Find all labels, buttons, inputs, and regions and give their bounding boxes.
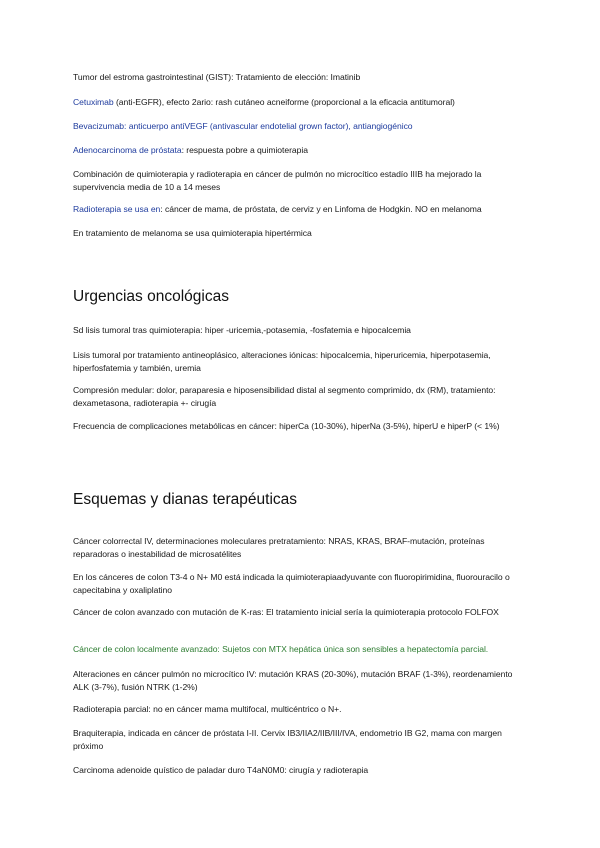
paragraph-text: (anti-EGFR), efecto 2ario: rash cutáneo acneiforme (proporcional a la eficacia antitumoral) [113,97,455,107]
highlight-term: Cetuximab [73,97,114,107]
paragraph-colon-localmente-avanzado: Cáncer de colon localmente avanzado: Sujetos con MTX hepática única son sensibles a hepatectomía parcial. [73,644,489,654]
paragraph-compresion-medular: Compresión medular: dolor, paraparesia e hiposensibilidad distal al segmento comprimido, dx (RM), tratamiento: dexametasona, radioterapia +- cirugía [73,385,496,408]
paragraph-melanoma: En tratamiento de melanoma se usa quimioterapia hipertérmica [73,228,312,238]
highlight-term: Adenocarcinoma de próstata [73,145,182,155]
paragraph-carcinoma-adenoide: Carcinoma adenoide quístico de paladar duro T4aN0M0: cirugía y radioterapia [73,765,369,775]
paragraph-adenocarcinoma [73,144,525,157]
section-title-urgencias: Urgencias oncológicas [73,288,229,305]
section-title-esquemas: Esquemas y dianas terapéuticas [73,491,298,508]
highlight-term: Radioterapia se usa en [73,204,161,214]
paragraph-colon-kras: Cáncer de colon avanzado con mutación de K-ras: El tratamiento inicial sería la quimioterapia protocolo FOLFOX [73,607,499,617]
paragraph-cetuximab [73,96,525,109]
paragraph-colon-t3-4: En los cánceres de colon T3-4 o N+ M0 está indicada la quimioterapiaadyuvante con fluoropirimidina, fluorouracilo o capecitabina y oxaliplatino [73,572,510,595]
paragraph-complicaciones-metabolicas: Frecuencia de complicaciones metabólicas en cáncer: hiperCa (10-30%), hiperNa (3-5%), hiperU e hiperP (< 1%) [73,421,500,431]
paragraph-radioterapia-parcial: Radioterapia parcial: no en cáncer mama multifocal, multicéntrico o N+. [73,704,342,714]
paragraph-gist: Tumor del estroma gastrointestinal (GIST): Tratamiento de elección: Imatinib [73,72,361,82]
paragraph-text: : cáncer de mama, de próstata, de cerviz y en Linfoma de Hodgkin. NO en melanoma [160,204,482,214]
paragraph-radioterapia [73,203,525,216]
paragraph-colorrectal-iv: Cáncer colorrectal IV, determinaciones moleculares pretratamiento: NRAS, KRAS, BRAF-mutación, proteínas reparadoras o inestabilidad de microsatélites [73,536,485,559]
paragraph-lisis-antineoplasico: Lisis tumoral por tratamiento antineoplásico, alteraciones iónicas: hipocalcemia, hiperuricemia, hiperpotasemia, hiperfosfatemia y también, uremia [73,350,491,373]
paragraph-braquiterapia: Braquiterapia, indicada en cáncer de próstata I-II. Cervix IB3/IIA2/IIB/III/IVA, endometrio IB G2, mama con margen próximo [73,728,502,751]
paragraph-bevacizumab: Bevacizumab: anticuerpo antiVEGF (antivascular endotelial grown factor), antiangiogénico [73,121,413,131]
paragraph-lisis-tumoral: Sd lisis tumoral tras quimioterapia: hiper -uricemia,-potasemia, -fosfatemia e hipocalcemia [73,325,411,335]
paragraph-combinacion: Combinación de quimioterapia y radioterapia en cáncer de pulmón no microcítico estadío IIIB ha mejorado la supervivencia media de 10 a 14 meses [73,169,482,192]
paragraph-text: : respuesta pobre a quimioterapia [181,145,308,155]
paragraph-pulmon-iv: Alteraciones en cáncer pulmón no microcítico IV: mutación KRAS (20-30%), mutación BRAF (1-3%), reordenamiento ALK (3-7%), fusión NTRK (1-2%) [73,669,513,692]
